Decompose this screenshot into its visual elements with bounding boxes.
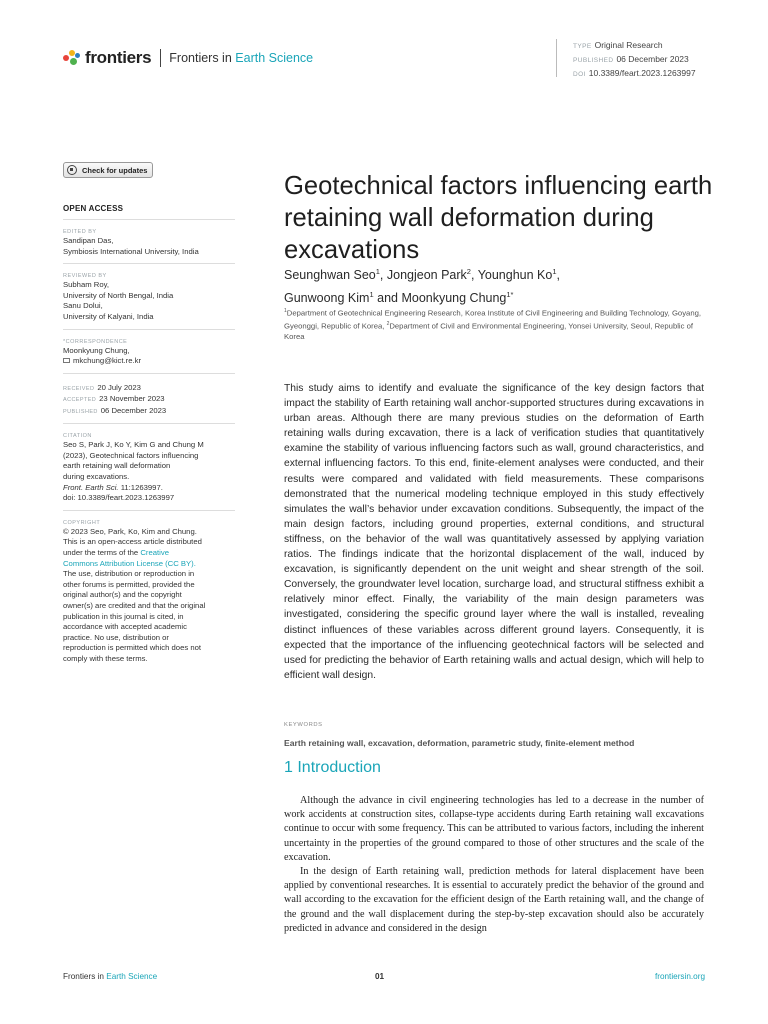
keywords: Earth retaining wall, excavation, deformation, parametric study, finite-element method bbox=[284, 738, 635, 748]
article-meta bbox=[556, 39, 696, 77]
logo-divider bbox=[160, 49, 161, 67]
divider bbox=[63, 219, 235, 220]
meta-type: TYPE Original Research bbox=[573, 40, 663, 50]
open-access-label: OPEN ACCESS bbox=[63, 204, 124, 213]
section-heading: 1 Introduction bbox=[284, 759, 381, 776]
mail-icon bbox=[63, 358, 70, 363]
frontiers-logo[interactable] bbox=[63, 48, 313, 68]
citation-doi[interactable]: doi: 10.3389/feart.2023.1263997 bbox=[63, 493, 175, 503]
paragraph: In the design of Earth retaining wall, prediction methods for lateral displacement have been applied by conventional researches. It is essential to accurately predict the behavior of the ground and wall according to the excavation for the efficient design of the Earth retaining wall, and the change of the ground and the wall displacement during the step-by-step excavation should also be accurately predicted in advance and considered in the design bbox=[284, 866, 704, 934]
footer-journal[interactable]: Frontiers in Earth Science bbox=[63, 972, 158, 981]
frontiers-logo-icon bbox=[63, 49, 81, 67]
paragraph: Although the advance in civil engineering technologies has led to a decrease in the number of work accidents at construction sites, collapse-type accidents during Earth retaining wall excavations continue to occur with some frequency. This can be attributed to various factors, including the inherent uncertainty in the properties of the ground compared to those of other structures and the scale of the excavation. bbox=[284, 795, 704, 863]
citation-section: CITATION Seo S, Park J, Ko Y, Kim G and Chung M (2023), Geotechnical factors influencing earth retaining wall deformation during excavations. Front. Earth Sci. 11:1263997. doi: 10.3389/feart.2023.1263997 bbox=[63, 433, 235, 504]
logo-wordmark: frontiers bbox=[85, 48, 152, 67]
author[interactable]: Seunghwan Seo$^1$ bbox=[284, 267, 380, 283]
meta-doi[interactable]: DOI 10.3389/feart.2023.1263997 bbox=[573, 68, 696, 78]
footer-site-link[interactable]: frontiersin.org bbox=[654, 972, 705, 981]
author[interactable]: Younghun Ko$^1$ bbox=[477, 267, 557, 283]
author[interactable]: Moonkyung Chung$^{1*}$ bbox=[401, 290, 514, 306]
abstract: This study aims to identify and evaluate the significance of the key design factors that impact the stability of Earth retaining wall anchor-supported structures during excavations in urban areas. Although there are many previous studies on the deformation of Earth retaining walls during excavation, there is a lack of verification studies that quantitatively examine the stability of various influencing factors such as wall, ground characteristics, and external influencing factors. To this end, finite-element analyses were conducted, and their results were compared and validated with field measurements. These comparisons demonstrated that the numerical modeling technique employed in this study effectively simulates the wall’s behavior under excavation conditions. Subsequently, the impact of the main design factors, including ground properties, external conditions, and structural stiffness, on the behavior of the wall was quantitatively assessed by applying variation ratios. The findings indicate that the horizontal displacement of the wall, induced by excavation, is significantly dependent on the unit weight and shear strength of the soil. Conversely, the groundwater level location, surcharge load, and structural stiffness exhibit a relatively minor effect. Finally, the variability of the main design parameters was investigated, considering the specific ground layer where the wall is installed, revealing distinct influences of these variables across different ground layers. Consequently, it is expected that the importance of the influencing geotechnical factors will be selected and used for predicting the behavior of Earth retaining walls and actual design, which will help to efficient wall design. bbox=[284, 383, 704, 681]
keywords-label: KEYWORDS bbox=[284, 722, 323, 728]
dates-section: RECEIVED 20 July 2023 ACCEPTED 23 November 2023 PUBLISHED 06 December 2023 bbox=[63, 382, 167, 415]
cc-by-link-cont[interactable]: Commons Attribution License (CC BY). bbox=[63, 558, 196, 568]
crossmark-icon bbox=[67, 165, 77, 175]
cc-by-link[interactable]: Creative bbox=[140, 548, 169, 557]
copyright-section: COPYRIGHT © 2023 Seo, Park, Ko, Kim and Chung. This is an open-access article distributed under the terms of the Creative Commons Attribution License (CC BY). The use, distribution or reproduction in other forums is permitted, provided the original author(s) and the copyright owner(s) are credited and that the original publication in this journal is cited, in accordance with accepted academic practice. No use, distribution or reproduction is permitted which does not comply with these terms. bbox=[63, 519, 206, 663]
body-text bbox=[284, 794, 704, 936]
journal-name[interactable]: Frontiers in Earth Science bbox=[169, 51, 314, 65]
edited-by-section: EDITED BY Sandipan Das, Symbiosis International University, India bbox=[63, 229, 199, 256]
affiliations: $^1$Department of Geotechnical Engineering Research, Korea Institute of Civil Engineering and Building Technology, Goyang, Gyeonggi, Republic of Korea, $^2$Department of Civil and Environmental Engineering, Yonsei University, Seoul, Republic of Korea bbox=[284, 308, 702, 342]
sidebar bbox=[63, 162, 235, 665]
reviewed-by-section: REVIEWED BY Subham Roy, University of North Bengal, India Sanu Dolui, University of Kalyani, India bbox=[63, 273, 174, 321]
article-title: Geotechnical factors influencing earth retaining wall deformation during excavations bbox=[284, 172, 713, 265]
author-list: Seunghwan Seo$^1$, Jongjeon Park$^2$, Younghun Ko$^1$, Gunwoong Kim$^1$ and Moonkyung Chung$^{1*}$ bbox=[284, 267, 560, 306]
correspondence-section: *CORRESPONDENCE Moonkyung Chung, mkchung@kict.re.kr bbox=[63, 339, 235, 367]
check-updates-button[interactable]: Check for updates bbox=[63, 162, 153, 178]
author[interactable]: Gunwoong Kim$^1$ bbox=[284, 290, 374, 306]
correspondence-email[interactable]: mkchung@kict.re.kr bbox=[63, 356, 235, 367]
page-number: 01 bbox=[375, 972, 385, 981]
meta-published: PUBLISHED 06 December 2023 bbox=[573, 54, 689, 64]
author[interactable]: Jongjeon Park$^2$ bbox=[386, 267, 471, 283]
